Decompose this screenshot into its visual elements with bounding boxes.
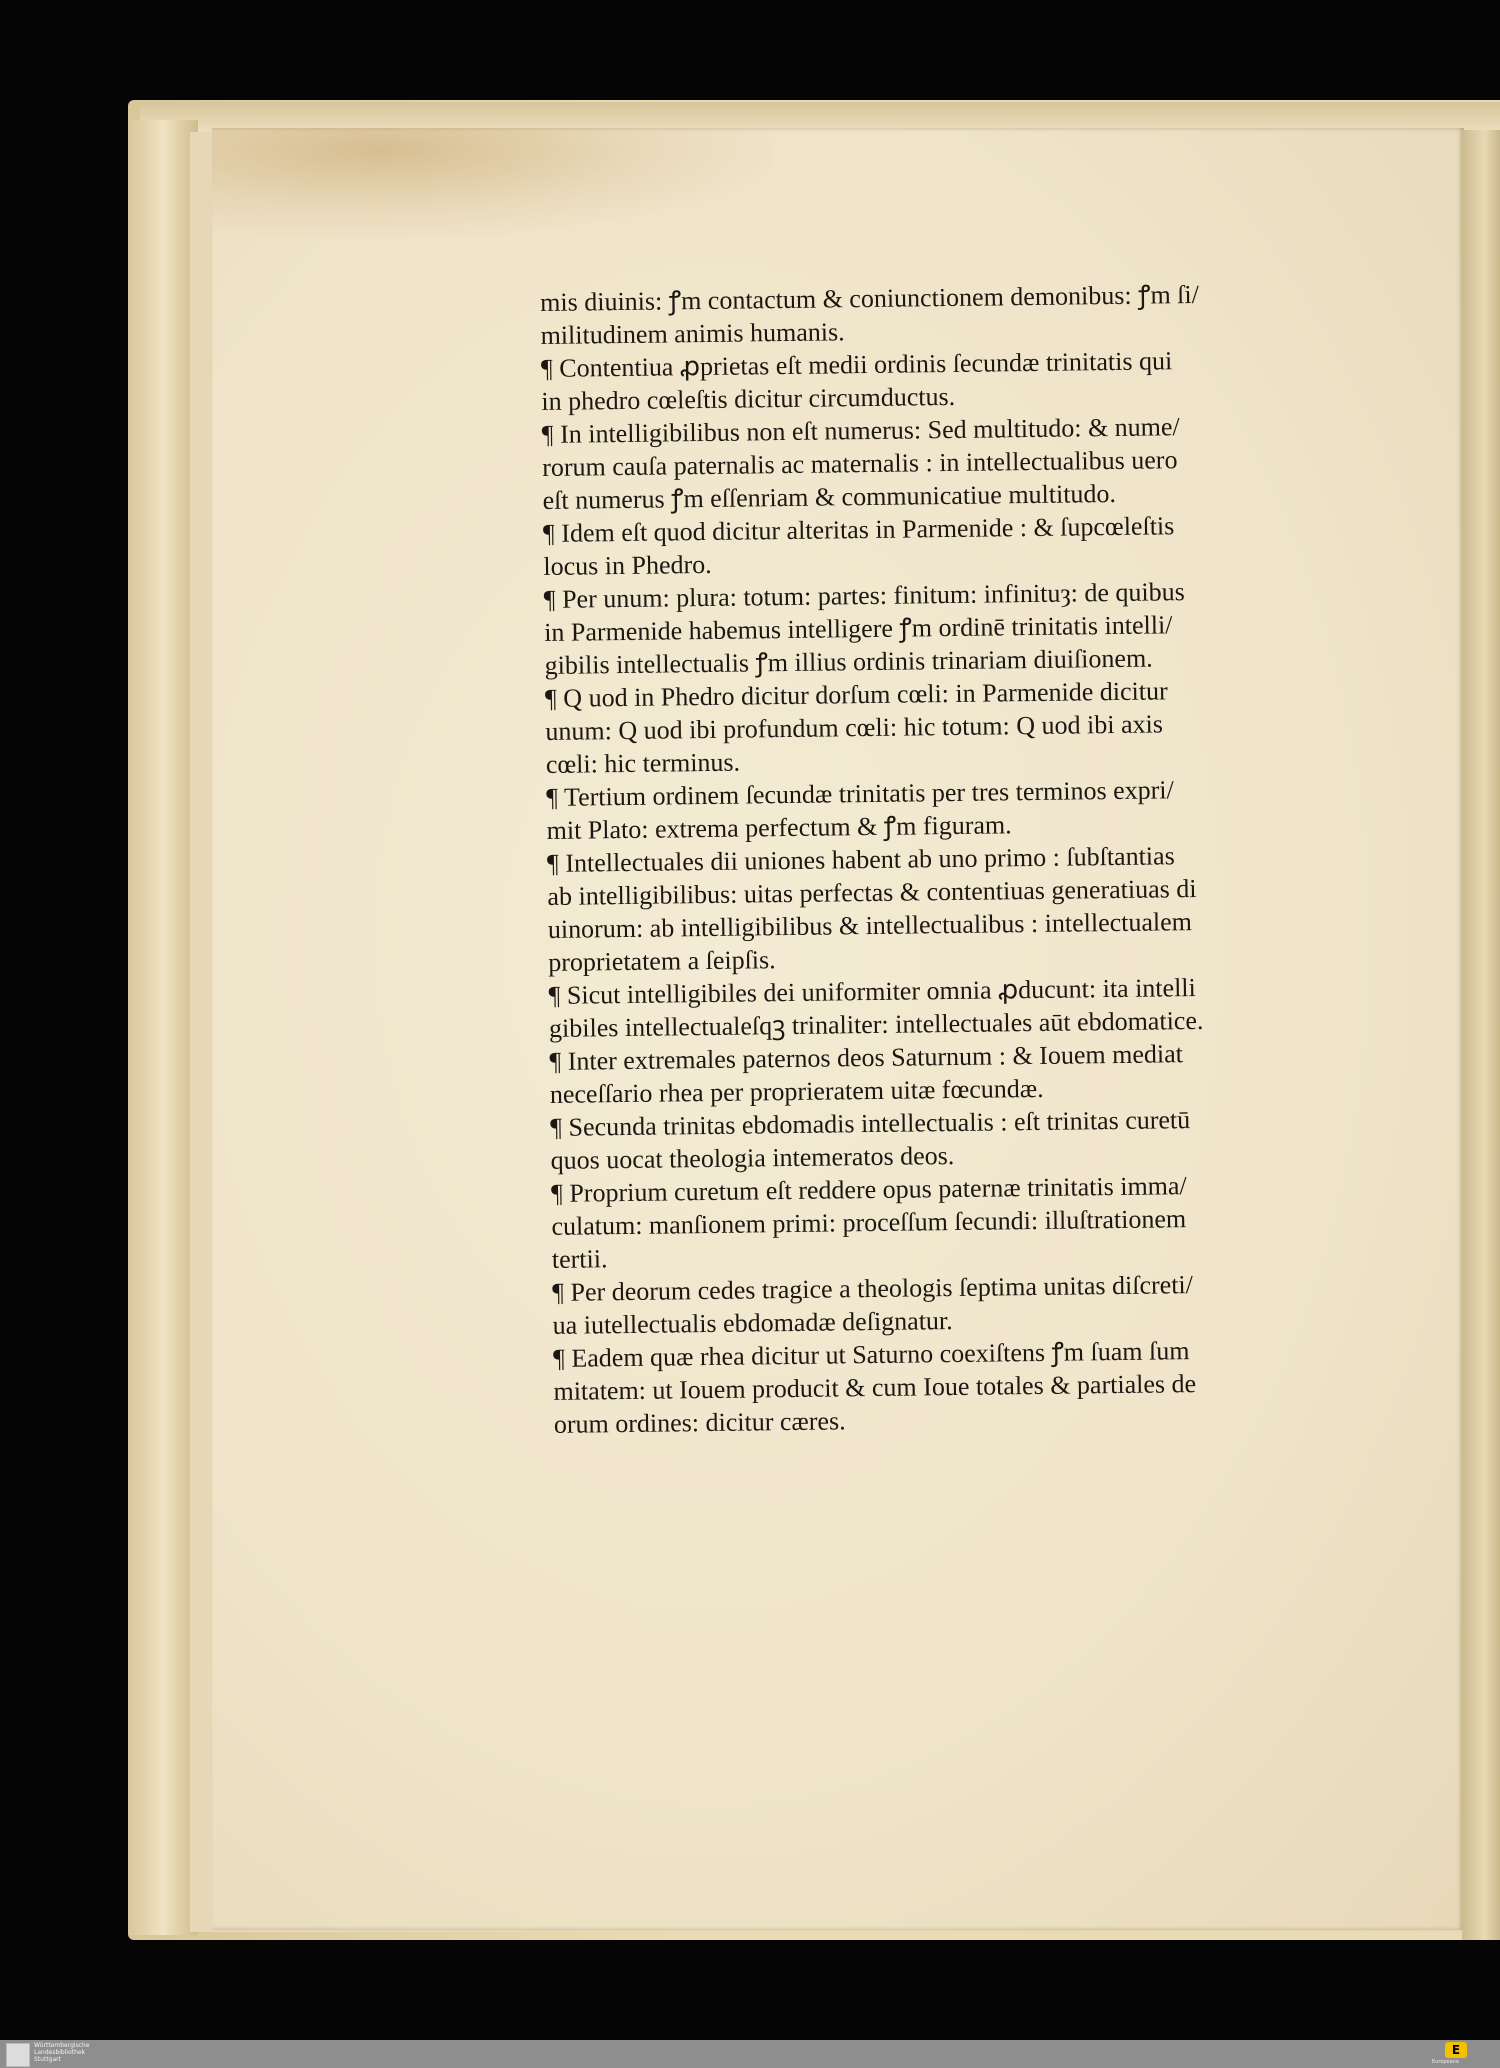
- text-line: locus in Phedro.: [543, 549, 712, 581]
- text-line: ¶ Tertium ordinem ſecundæ trinitatis per tres terminos expri/: [546, 775, 1174, 812]
- text-line: ua iutellectualis ebdomadæ deſignatur.: [552, 1306, 953, 1340]
- library-line: Württembergische: [34, 2042, 90, 2049]
- text-line: ¶ In intelligibilibus non eſt numerus: Sed multitudo: & nume/: [541, 412, 1180, 449]
- text-line: ¶ Contentiua ꝓprietas eſt medii ordinis ſecundæ trinitatis qui: [540, 346, 1173, 383]
- text-line: orum ordines: dicitur cæres.: [553, 1406, 846, 1439]
- viewer-footer-bar: [0, 2040, 1500, 2068]
- text-line: ¶ Per deorum cedes tragice a theologis ſeptima unitas diſcreti/: [552, 1270, 1194, 1307]
- text-line: uinorum: ab intelligibilibus & intellectualibus : intellectualem: [547, 907, 1193, 944]
- text-line: ¶ Eadem quæ rhea dicitur ut Saturno coexiſtens ꝭm ſuam ſum: [552, 1336, 1190, 1373]
- library-line: Stuttgart: [34, 2056, 61, 2063]
- text-line: proprietatem a ſeipſis.: [548, 945, 776, 977]
- text-line: ¶ Per unum: plura: totum: partes: finitum: infinituȝ: de quibus: [543, 577, 1185, 614]
- text-line: ¶ Secunda trinitas ebdomadis intellectualis : eſt trinitas curetū: [550, 1105, 1191, 1142]
- text-line: ¶ Q uod in Phedro dicitur dorſum cœli: in Parmenide dicitur: [544, 676, 1168, 713]
- text-line: mitatem: ut Iouem producit & cum Ioue totales & partiales de: [553, 1369, 1197, 1406]
- text-line: tertii.: [551, 1244, 608, 1274]
- text-line: militudinem animis humanis.: [540, 317, 845, 350]
- text-line: in phedro cœleſtis dicitur circumductus.: [541, 381, 956, 416]
- library-name: [34, 2042, 90, 2063]
- text-line: ¶ Intellectuales dii uniones habent ab uno primo : ſubſtantias: [546, 841, 1175, 878]
- text-line: neceſſario rhea per proprieratem uitæ fœcundæ.: [549, 1073, 1044, 1109]
- text-line: ¶ Inter extremales paternos deos Saturnum : & Iouem mediat: [549, 1039, 1184, 1076]
- water-stain: [212, 128, 772, 238]
- text-line: unum: Q uod ibi profundum cœli: hic totum: Q uod ibi axis: [545, 709, 1164, 746]
- printed-text-block: [540, 276, 1334, 1440]
- text-line: gibilis intellectualis ꝭm illius ordinis trinariam diuiſionem.: [544, 643, 1153, 680]
- text-line: mit Plato: extrema perfectum & ꝭm figuram.: [546, 810, 1012, 845]
- europeana-badge-icon[interactable]: E: [1445, 2042, 1467, 2058]
- text-line: gibiles intellectualeſqꝫ trinaliter: intellectuales aūt ebdomatice.: [548, 1005, 1204, 1043]
- text-line: ¶ Proprium curetum eſt reddere opus paternæ trinitatis imma/: [550, 1171, 1187, 1208]
- text-line: cœli: hic terminus.: [545, 747, 741, 779]
- library-logo-icon: [6, 2043, 30, 2067]
- text-line: quos uocat theologia intemeratos deos.: [550, 1141, 955, 1175]
- left-gutter: [128, 120, 198, 1935]
- text-line: ab intelligibilibus: uitas perfectas & contentiuas generatiuas di: [547, 874, 1197, 911]
- text-line: culatum: manſionem primi: proceſſum ſecundi: illuſtrationem: [551, 1204, 1187, 1241]
- text-line: mis diuinis: ꝭm contactum & coniunctionem demonibus: ꝭm ſi/: [540, 279, 1200, 317]
- text-line: eſt numerus ꝭm eſſenriam & communicatiue multitudo.: [542, 478, 1117, 515]
- right-page-edge: [1462, 130, 1500, 1940]
- text-line: ¶ Sicut intelligibiles dei uniformiter omnia ꝓducunt: ita intelli: [548, 973, 1196, 1010]
- badge-caption: Europeana: [1432, 2059, 1459, 2065]
- text-line: rorum cauſa paternalis ac maternalis : in intellectualibus uero: [542, 445, 1178, 482]
- text-line: ¶ Idem eſt quod dicitur alteritas in Parmenide : & ſupcœleſtis: [542, 511, 1175, 548]
- text-line: in Parmenide habemus intelligere ꝭm ordinē trinitatis intelli/: [544, 610, 1173, 647]
- library-line: Landesbibliothek: [34, 2049, 86, 2056]
